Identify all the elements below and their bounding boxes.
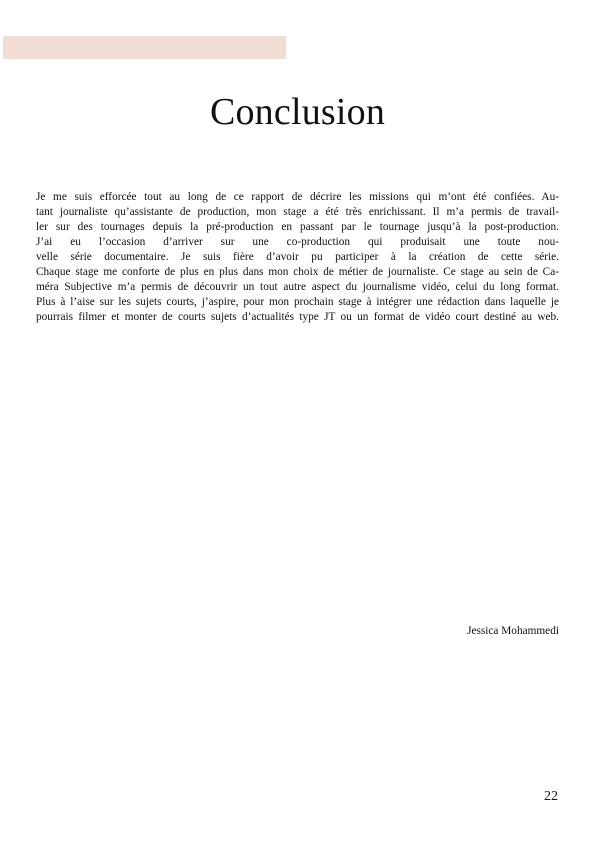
- paragraph-2-line-2: velle série documentaire. Je suis fière d’avoir pu participer à la création de cette série.: [36, 251, 559, 263]
- page-title: Conclusion: [209, 91, 386, 133]
- header-accent-bar: [3, 36, 286, 59]
- paragraph-1-line-1: Je me suis efforcée tout au long de ce rapport de décrire les missions qui m’ont été confiées. Au-: [36, 191, 559, 203]
- paragraph-3-line-1: Chaque stage me conforte de plus en plus dans mon choix de métier de journaliste. Ce stage au sein de Ca-: [36, 266, 559, 278]
- paragraph-3-line-2: méra Subjective m’a permis de découvrir un tout autre aspect du journalisme vidéo, celui du long format.: [36, 281, 559, 293]
- paragraph-1: [36, 190, 559, 235]
- paragraph-3-line-4: pourrais filmer et monter de courts sujets d’actualités type JT ou un format de vidéo court destiné au web.: [36, 311, 559, 323]
- author-signature: Jessica Mohammedi: [467, 625, 559, 637]
- conclusion-body: [36, 190, 559, 325]
- page-number: 22: [544, 789, 558, 804]
- paragraph-2: [36, 235, 559, 265]
- paragraph-2-line-1: J’ai eu l’occasion d’arriver sur une co-production qui produisait une toute nou-: [36, 236, 559, 248]
- paragraph-1-line-2: tant journaliste qu’assistante de production, mon stage a été très enrichissant. Il m’a permis de travail-: [36, 206, 559, 218]
- paragraph-3: [36, 265, 559, 325]
- paragraph-1-line-3: ler sur des tournages depuis la pré-production en passant par le tournage jusqu’à la post-production.: [36, 221, 559, 233]
- paragraph-3-line-3: Plus à l’aise sur les sujets courts, j’aspire, pour mon prochain stage à intégrer une rédaction dans laquelle je: [36, 296, 559, 308]
